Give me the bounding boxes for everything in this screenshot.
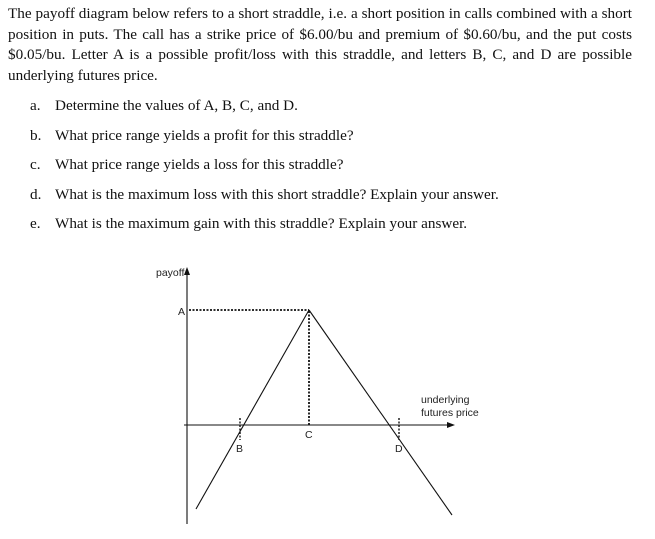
- point-d-label: D: [395, 443, 403, 455]
- x-axis-label-line1: underlying: [421, 394, 470, 406]
- question-letter: c.: [30, 156, 41, 174]
- question-letter: b.: [30, 126, 42, 144]
- problem-statement: The payoff diagram below refers to a short straddle, i.e. a short position in calls combined with a short position in puts. The call has a strike price of $6.00/bu and premium of $0.60/bu, and the put costs $0.05/bu. Letter A is a possible profit/loss with this straddle, and letters B, C, and D are possible underlying futures price.: [8, 5, 632, 84]
- x-axis-label-line2: futures price: [421, 407, 479, 419]
- question-text: What is the maximum gain with this straddle? Explain your answer.: [55, 215, 468, 233]
- point-b-label: B: [236, 443, 244, 455]
- point-a-label: A: [178, 306, 186, 318]
- question-text: What is the maximum loss with this short straddle? Explain your answer.: [55, 185, 499, 203]
- point-c-label: C: [305, 429, 313, 441]
- question-letter: e.: [30, 215, 41, 233]
- question-text: What price range yields a profit for this straddle?: [55, 126, 354, 144]
- question-text: Determine the values of A, B, C, and D.: [55, 97, 298, 114]
- question-letter: a.: [30, 97, 41, 114]
- put-leg-line: [196, 310, 309, 509]
- question-letter: d.: [30, 185, 42, 203]
- question-text: What price range yields a loss for this straddle?: [55, 156, 344, 174]
- y-axis-label: payoff: [156, 267, 185, 279]
